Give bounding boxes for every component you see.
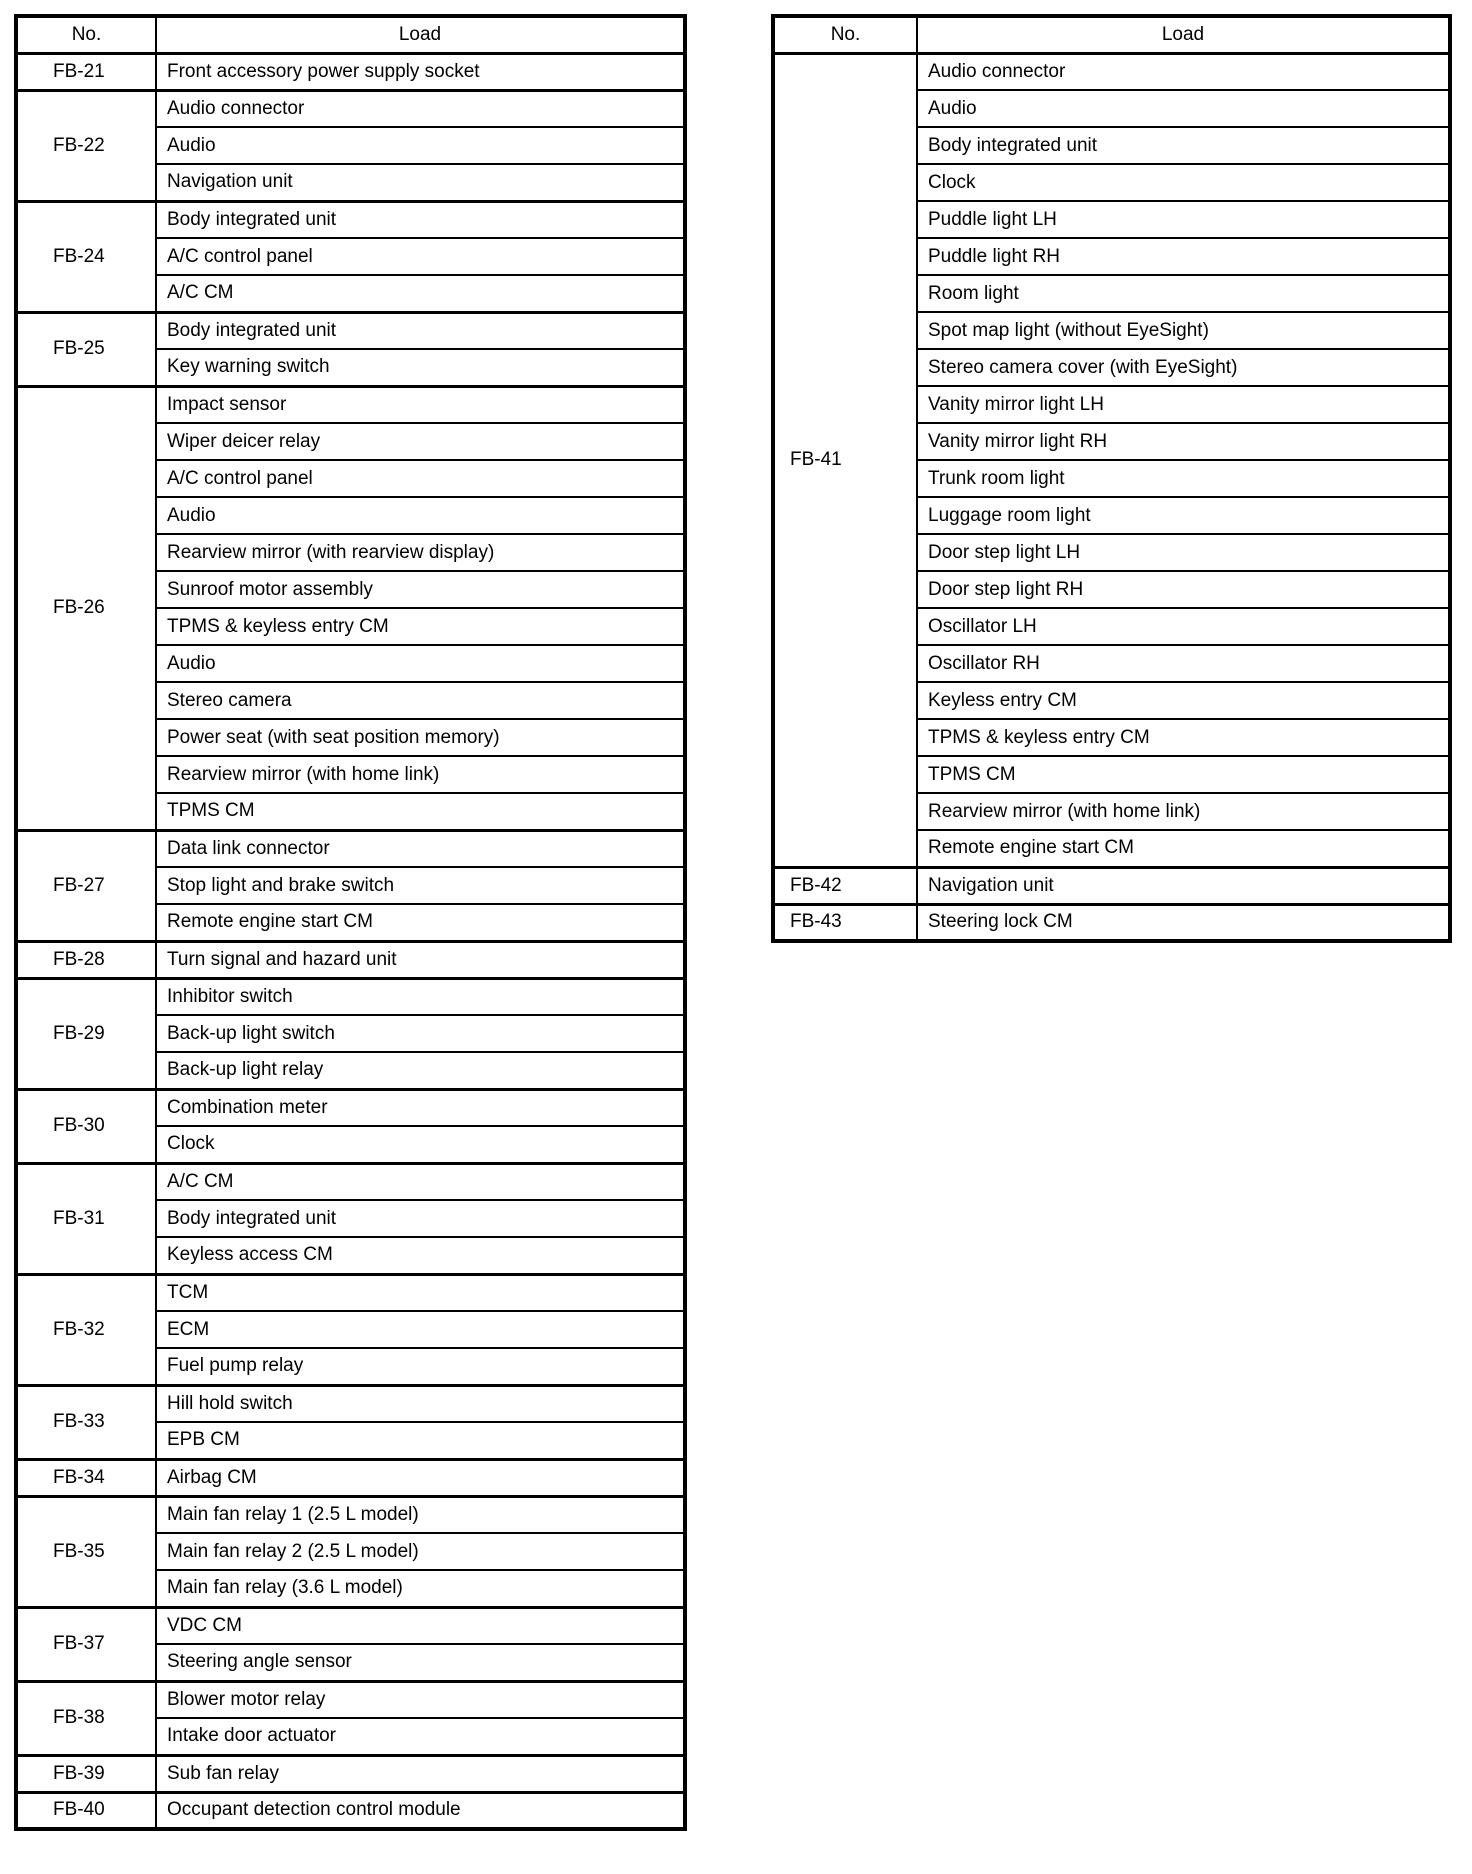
load-cell: Front accessory power supply socket: [156, 53, 685, 90]
load-cell: A/C control panel: [156, 460, 685, 497]
load-cell: Audio: [156, 127, 685, 164]
load-cell: Audio: [156, 645, 685, 682]
fuse-no-cell: FB-32: [16, 1274, 156, 1385]
load-cell: Room light: [917, 275, 1450, 312]
load-cell: Sunroof motor assembly: [156, 571, 685, 608]
load-cell: Puddle light LH: [917, 201, 1450, 238]
load-cell: Combination meter: [156, 1089, 685, 1126]
fuse-no-cell: FB-22: [16, 90, 156, 201]
load-cell: Key warning switch: [156, 349, 685, 386]
load-row: [16, 830, 685, 867]
fuse-no-cell: FB-27: [16, 830, 156, 941]
load-cell: Keyless access CM: [156, 1237, 685, 1274]
fuse-table-left: [14, 14, 687, 1831]
load-cell: Occupant detection control module: [156, 1792, 685, 1829]
load-cell: Clock: [156, 1126, 685, 1163]
load-cell: Remote engine start CM: [917, 830, 1450, 867]
load-row: [16, 978, 685, 1015]
load-cell: A/C CM: [156, 275, 685, 312]
load-row: [16, 1681, 685, 1718]
load-cell: Wiper deicer relay: [156, 423, 685, 460]
load-cell: Audio: [917, 90, 1450, 127]
fuse-no-cell: FB-33: [16, 1385, 156, 1459]
load-row: [16, 1274, 685, 1311]
col-header-load: Load: [917, 16, 1450, 53]
fuse-no-cell: FB-24: [16, 201, 156, 312]
load-cell: TPMS CM: [156, 793, 685, 830]
load-row: [16, 1792, 685, 1829]
load-row: [16, 90, 685, 127]
col-header-load: Load: [156, 16, 685, 53]
load-cell: Body integrated unit: [156, 312, 685, 349]
load-cell: A/C CM: [156, 1163, 685, 1200]
fuse-no-cell: FB-28: [16, 941, 156, 978]
load-cell: Navigation unit: [156, 164, 685, 201]
fuse-no-cell: FB-21: [16, 53, 156, 90]
load-cell: TPMS & keyless entry CM: [917, 719, 1450, 756]
load-cell: Rearview mirror (with rearview display): [156, 534, 685, 571]
load-cell: Stop light and brake switch: [156, 867, 685, 904]
fuse-no-cell: FB-29: [16, 978, 156, 1089]
load-row: [16, 1755, 685, 1792]
fuse-no-cell: FB-35: [16, 1496, 156, 1607]
header-row: [773, 16, 1450, 53]
load-cell: Stereo camera cover (with EyeSight): [917, 349, 1450, 386]
load-cell: Impact sensor: [156, 386, 685, 423]
load-cell: Oscillator LH: [917, 608, 1450, 645]
load-row: [773, 904, 1450, 941]
load-cell: Audio connector: [156, 90, 685, 127]
load-cell: TPMS & keyless entry CM: [156, 608, 685, 645]
load-cell: Back-up light relay: [156, 1052, 685, 1089]
load-cell: Trunk room light: [917, 460, 1450, 497]
load-cell: Door step light LH: [917, 534, 1450, 571]
load-cell: Turn signal and hazard unit: [156, 941, 685, 978]
load-row: [16, 941, 685, 978]
load-cell: Clock: [917, 164, 1450, 201]
load-row: [16, 1459, 685, 1496]
col-header-no: No.: [16, 16, 156, 53]
load-cell: Power seat (with seat position memory): [156, 719, 685, 756]
load-cell: Puddle light RH: [917, 238, 1450, 275]
load-row: [16, 201, 685, 238]
load-cell: Sub fan relay: [156, 1755, 685, 1792]
load-cell: Body integrated unit: [156, 1200, 685, 1237]
load-row: [16, 1089, 685, 1126]
load-cell: Remote engine start CM: [156, 904, 685, 941]
load-row: [16, 386, 685, 423]
fuse-no-cell: FB-30: [16, 1089, 156, 1163]
load-cell: Hill hold switch: [156, 1385, 685, 1422]
load-cell: Inhibitor switch: [156, 978, 685, 1015]
load-cell: A/C control panel: [156, 238, 685, 275]
load-cell: Rearview mirror (with home link): [917, 793, 1450, 830]
fuse-no-cell: FB-26: [16, 386, 156, 830]
load-cell: Steering angle sensor: [156, 1644, 685, 1681]
fuse-no-cell: FB-25: [16, 312, 156, 386]
fuse-no-cell: FB-42: [773, 867, 917, 904]
load-row: [16, 312, 685, 349]
load-cell: EPB CM: [156, 1422, 685, 1459]
load-cell: Audio connector: [917, 53, 1450, 90]
load-row: [16, 1163, 685, 1200]
load-cell: Body integrated unit: [917, 127, 1450, 164]
load-cell: Steering lock CM: [917, 904, 1450, 941]
fuse-no-cell: FB-37: [16, 1607, 156, 1681]
load-cell: ECM: [156, 1311, 685, 1348]
load-cell: Rearview mirror (with home link): [156, 756, 685, 793]
load-cell: Fuel pump relay: [156, 1348, 685, 1385]
fuse-no-cell: FB-41: [773, 53, 917, 867]
load-cell: Door step light RH: [917, 571, 1450, 608]
load-cell: Vanity mirror light LH: [917, 386, 1450, 423]
load-cell: Navigation unit: [917, 867, 1450, 904]
load-cell: Data link connector: [156, 830, 685, 867]
header-row: [16, 16, 685, 53]
fuse-no-cell: FB-34: [16, 1459, 156, 1496]
load-cell: Oscillator RH: [917, 645, 1450, 682]
load-cell: Vanity mirror light RH: [917, 423, 1450, 460]
load-row: [16, 1607, 685, 1644]
fuse-no-cell: FB-43: [773, 904, 917, 941]
load-cell: TPMS CM: [917, 756, 1450, 793]
load-cell: Stereo camera: [156, 682, 685, 719]
load-cell: Back-up light switch: [156, 1015, 685, 1052]
fuse-no-cell: FB-31: [16, 1163, 156, 1274]
load-cell: Main fan relay 1 (2.5 L model): [156, 1496, 685, 1533]
fuse-no-cell: FB-40: [16, 1792, 156, 1829]
load-row: [16, 1496, 685, 1533]
load-row: [773, 53, 1450, 90]
load-cell: Body integrated unit: [156, 201, 685, 238]
load-row: [16, 1385, 685, 1422]
fuse-no-cell: FB-39: [16, 1755, 156, 1792]
load-row: [16, 53, 685, 90]
load-cell: Airbag CM: [156, 1459, 685, 1496]
load-row: [773, 867, 1450, 904]
col-header-no: No.: [773, 16, 917, 53]
fuse-table-right: [771, 14, 1452, 943]
load-cell: Audio: [156, 497, 685, 534]
load-cell: Intake door actuator: [156, 1718, 685, 1755]
load-cell: Blower motor relay: [156, 1681, 685, 1718]
load-cell: Main fan relay 2 (2.5 L model): [156, 1533, 685, 1570]
load-cell: Main fan relay (3.6 L model): [156, 1570, 685, 1607]
load-cell: Spot map light (without EyeSight): [917, 312, 1450, 349]
load-cell: VDC CM: [156, 1607, 685, 1644]
fuse-no-cell: FB-38: [16, 1681, 156, 1755]
load-cell: TCM: [156, 1274, 685, 1311]
load-cell: Keyless entry CM: [917, 682, 1450, 719]
load-cell: Luggage room light: [917, 497, 1450, 534]
